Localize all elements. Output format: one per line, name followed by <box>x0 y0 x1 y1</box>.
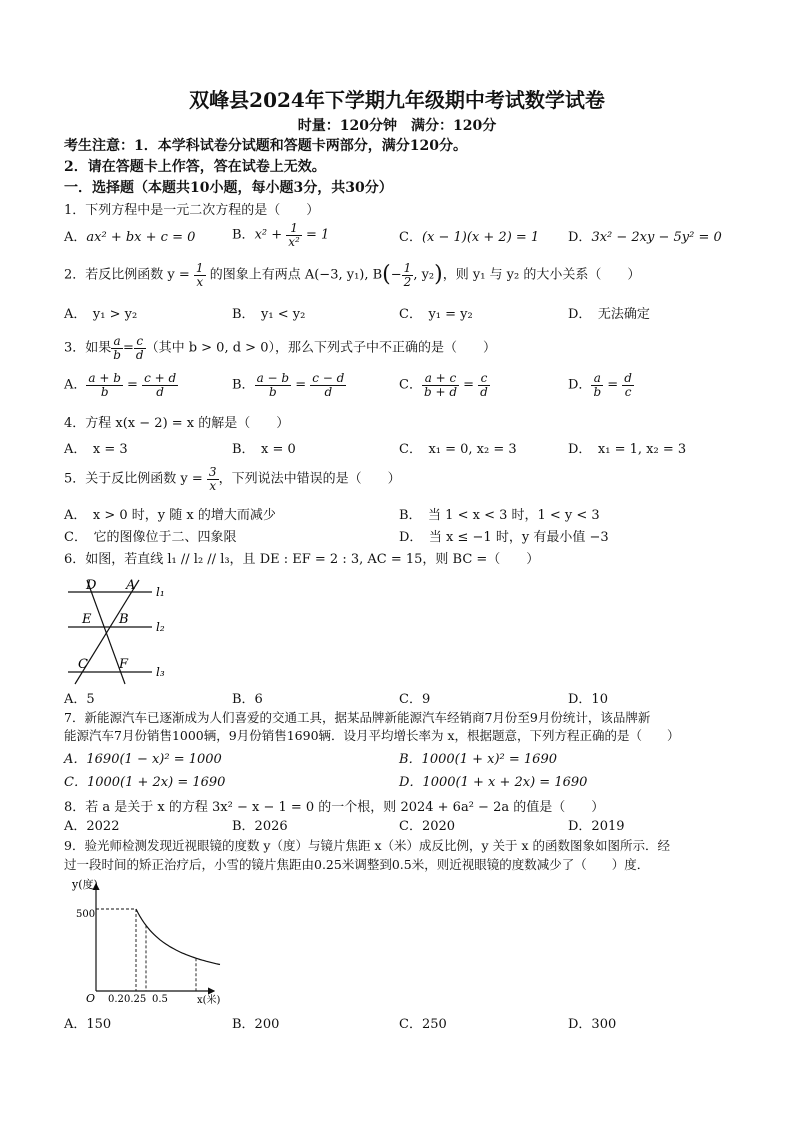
q5-stem: 5．关于反比例函数 y = $\frac{3}{x}$ ，下列说法中错误的是（ ） <box>64 465 401 493</box>
exam-info: 时量：120分钟 满分：120分 <box>297 118 497 134</box>
label-l2: l₂ <box>156 620 165 634</box>
q5-option-d: D． 当 x ≤ −1 时，y 有最小值 −3 <box>399 530 609 545</box>
q3-option-c: C． $\frac{a + c}{b + d}$ = $\frac{c}{d}$ <box>399 371 488 399</box>
q6-option-c: C．9 <box>399 692 431 707</box>
q8-option-d: D．2019 <box>568 819 625 834</box>
q9-option-b: B．200 <box>232 1017 280 1032</box>
q3-option-a: A． $\frac{a + b}{b}$ = $\frac{c + d}{d}$ <box>64 371 177 399</box>
q9-option-a: A．150 <box>64 1017 112 1032</box>
q9-stem-line1: 9．验光师检测发现近视眼镜的度数 y（度）与镜片焦距 x（米）成反比例，y 关于 x 的函数图象如图所示．经 <box>64 838 671 853</box>
label-b: B <box>119 612 129 627</box>
q6-stem: 6．如图，若直线 l₁ // l₂ // l₃，且 DE : EF = 2 : 3, AC = 15，则 BC =（ ） <box>64 552 540 567</box>
q6-option-a: A．5 <box>64 692 95 707</box>
q8-option-b: B．2026 <box>232 819 288 834</box>
tick-025: 0.25 <box>124 994 147 1005</box>
q8-option-a: A．2022 <box>64 819 120 834</box>
q8-stem: 8．若 a 是关于 x 的方程 3x² − x − 1 = 0 的一个根，则 2024 + 6a² − 2a 的值是（ ） <box>64 800 605 815</box>
q4-option-d: D． x₁ = 1, x₂ = 3 <box>568 442 687 457</box>
q8-option-c: C．2020 <box>399 819 456 834</box>
q2-option-b: B． y₁ < y₂ <box>232 307 306 322</box>
q9-stem-line2: 过一段时间的矫正治疗后，小雪的镜片焦距由0.25米调整到0.5米，则近视眼镜的度数减少了（ ）度． <box>64 857 650 872</box>
label-e: E <box>82 612 92 627</box>
tick-02: 0.2 <box>108 994 124 1005</box>
q1-option-a: A．ax² + bx + c = 0 <box>64 230 196 245</box>
tick-500: 500 <box>76 909 96 920</box>
q7-option-d: D．1000(1 + x + 2x) = 1690 <box>399 775 588 790</box>
label-l3: l₃ <box>156 665 165 679</box>
q4-option-a: A． x = 3 <box>64 442 128 457</box>
q7-stem-line2: 能源汽车7月份销售1000辆，9月份销售1690辆．设月平均增长率为 x，根据题意，下列方程正确的是（ ） <box>64 728 680 743</box>
page-title: 双峰县2024年下学期九年级期中考试数学试卷 <box>189 88 605 112</box>
q2-option-a: A． y₁ > y₂ <box>64 307 138 322</box>
notice-2: 2．请在答题卡上作答，答在试卷上无效。 <box>64 159 326 175</box>
q7-option-a: A．1690(1 − x)² = 1000 <box>64 752 222 767</box>
graph-ylabel: y(度) <box>72 878 98 891</box>
inverse-function-graph <box>64 878 224 1006</box>
graph-origin: O <box>86 992 96 1005</box>
q4-option-c: C． x₁ = 0, x₂ = 3 <box>399 442 517 457</box>
q5-option-c: C． 它的图像位于二、四象限 <box>64 530 237 545</box>
q9-option-d: D．300 <box>568 1017 617 1032</box>
q2-option-d: D． 无法确定 <box>568 307 650 322</box>
q1-option-d: D．3x² − 2xy − 5y² = 0 <box>568 230 722 245</box>
q5-option-a: A． x > 0 时，y 随 x 的增大而减少 <box>64 508 276 523</box>
graph-xlabel: x(米) <box>197 995 221 1006</box>
label-l1: l₁ <box>156 585 165 599</box>
q5-option-b: B． 当 1 < x < 3 时，1 < y < 3 <box>399 508 600 523</box>
q7-option-c: C．1000(1 + 2x) = 1690 <box>64 775 226 790</box>
label-d: D <box>86 578 97 593</box>
q1-stem: 1．下列方程中是一元二次方程的是（ ） <box>64 203 320 218</box>
q3-option-d: D． $\frac{a}{b}$ = $\frac{d}{c}$ <box>568 371 632 399</box>
parallel-lines-figure <box>64 572 184 690</box>
q4-option-b: B． x = 0 <box>232 442 296 457</box>
inverse-curve <box>136 909 220 965</box>
q3-stem: 3．如果 $\frac{a}{b}$ = $\frac{c}{d}$ （其中 b > 0, d > 0），那么下列式子中不正确的是（ ） <box>64 334 496 362</box>
section-heading: 一．选择题（本题共10小题，每小题3分，共30分） <box>64 180 393 196</box>
label-f: F <box>119 657 129 672</box>
label-a: A <box>126 578 136 593</box>
q2-stem: 2．若反比例函数 y = $\frac{1}{x}$ 的图象上有两点 A(−3, y₁), B(− $\frac{1}{2}$ , y₂)，则 y₁ 与 y₂ 的大小关系（ ） <box>64 261 641 289</box>
q2-option-c: C． y₁ = y₂ <box>399 307 473 322</box>
q4-stem: 4．方程 x(x − 2) = x 的解是（ ） <box>64 416 290 431</box>
q6-option-b: B．6 <box>232 692 263 707</box>
q3-option-b: B． $\frac{a - b}{b}$ = $\frac{c - d}{d}$ <box>232 371 345 399</box>
q1-option-c: C．(x − 1)(x + 2) = 1 <box>399 230 540 245</box>
q1-option-b: B．x² + $\frac{1}{\text{x²}}$ = 1 <box>232 221 330 249</box>
q6-option-d: D．10 <box>568 692 608 707</box>
notice-1: 考生注意：1．本学科试卷分试题和答题卡两部分，满分120分。 <box>64 138 467 154</box>
q7-option-b: B．1000(1 + x)² = 1690 <box>399 752 557 767</box>
q9-option-c: C．250 <box>399 1017 447 1032</box>
label-c: C <box>78 657 88 672</box>
q7-stem-line1: 7．新能源汽车已逐渐成为人们喜爱的交通工具，据某品牌新能源汽车经销商7月份至9月份统计，该品牌新 <box>64 710 651 725</box>
tick-05: 0.5 <box>152 994 168 1005</box>
